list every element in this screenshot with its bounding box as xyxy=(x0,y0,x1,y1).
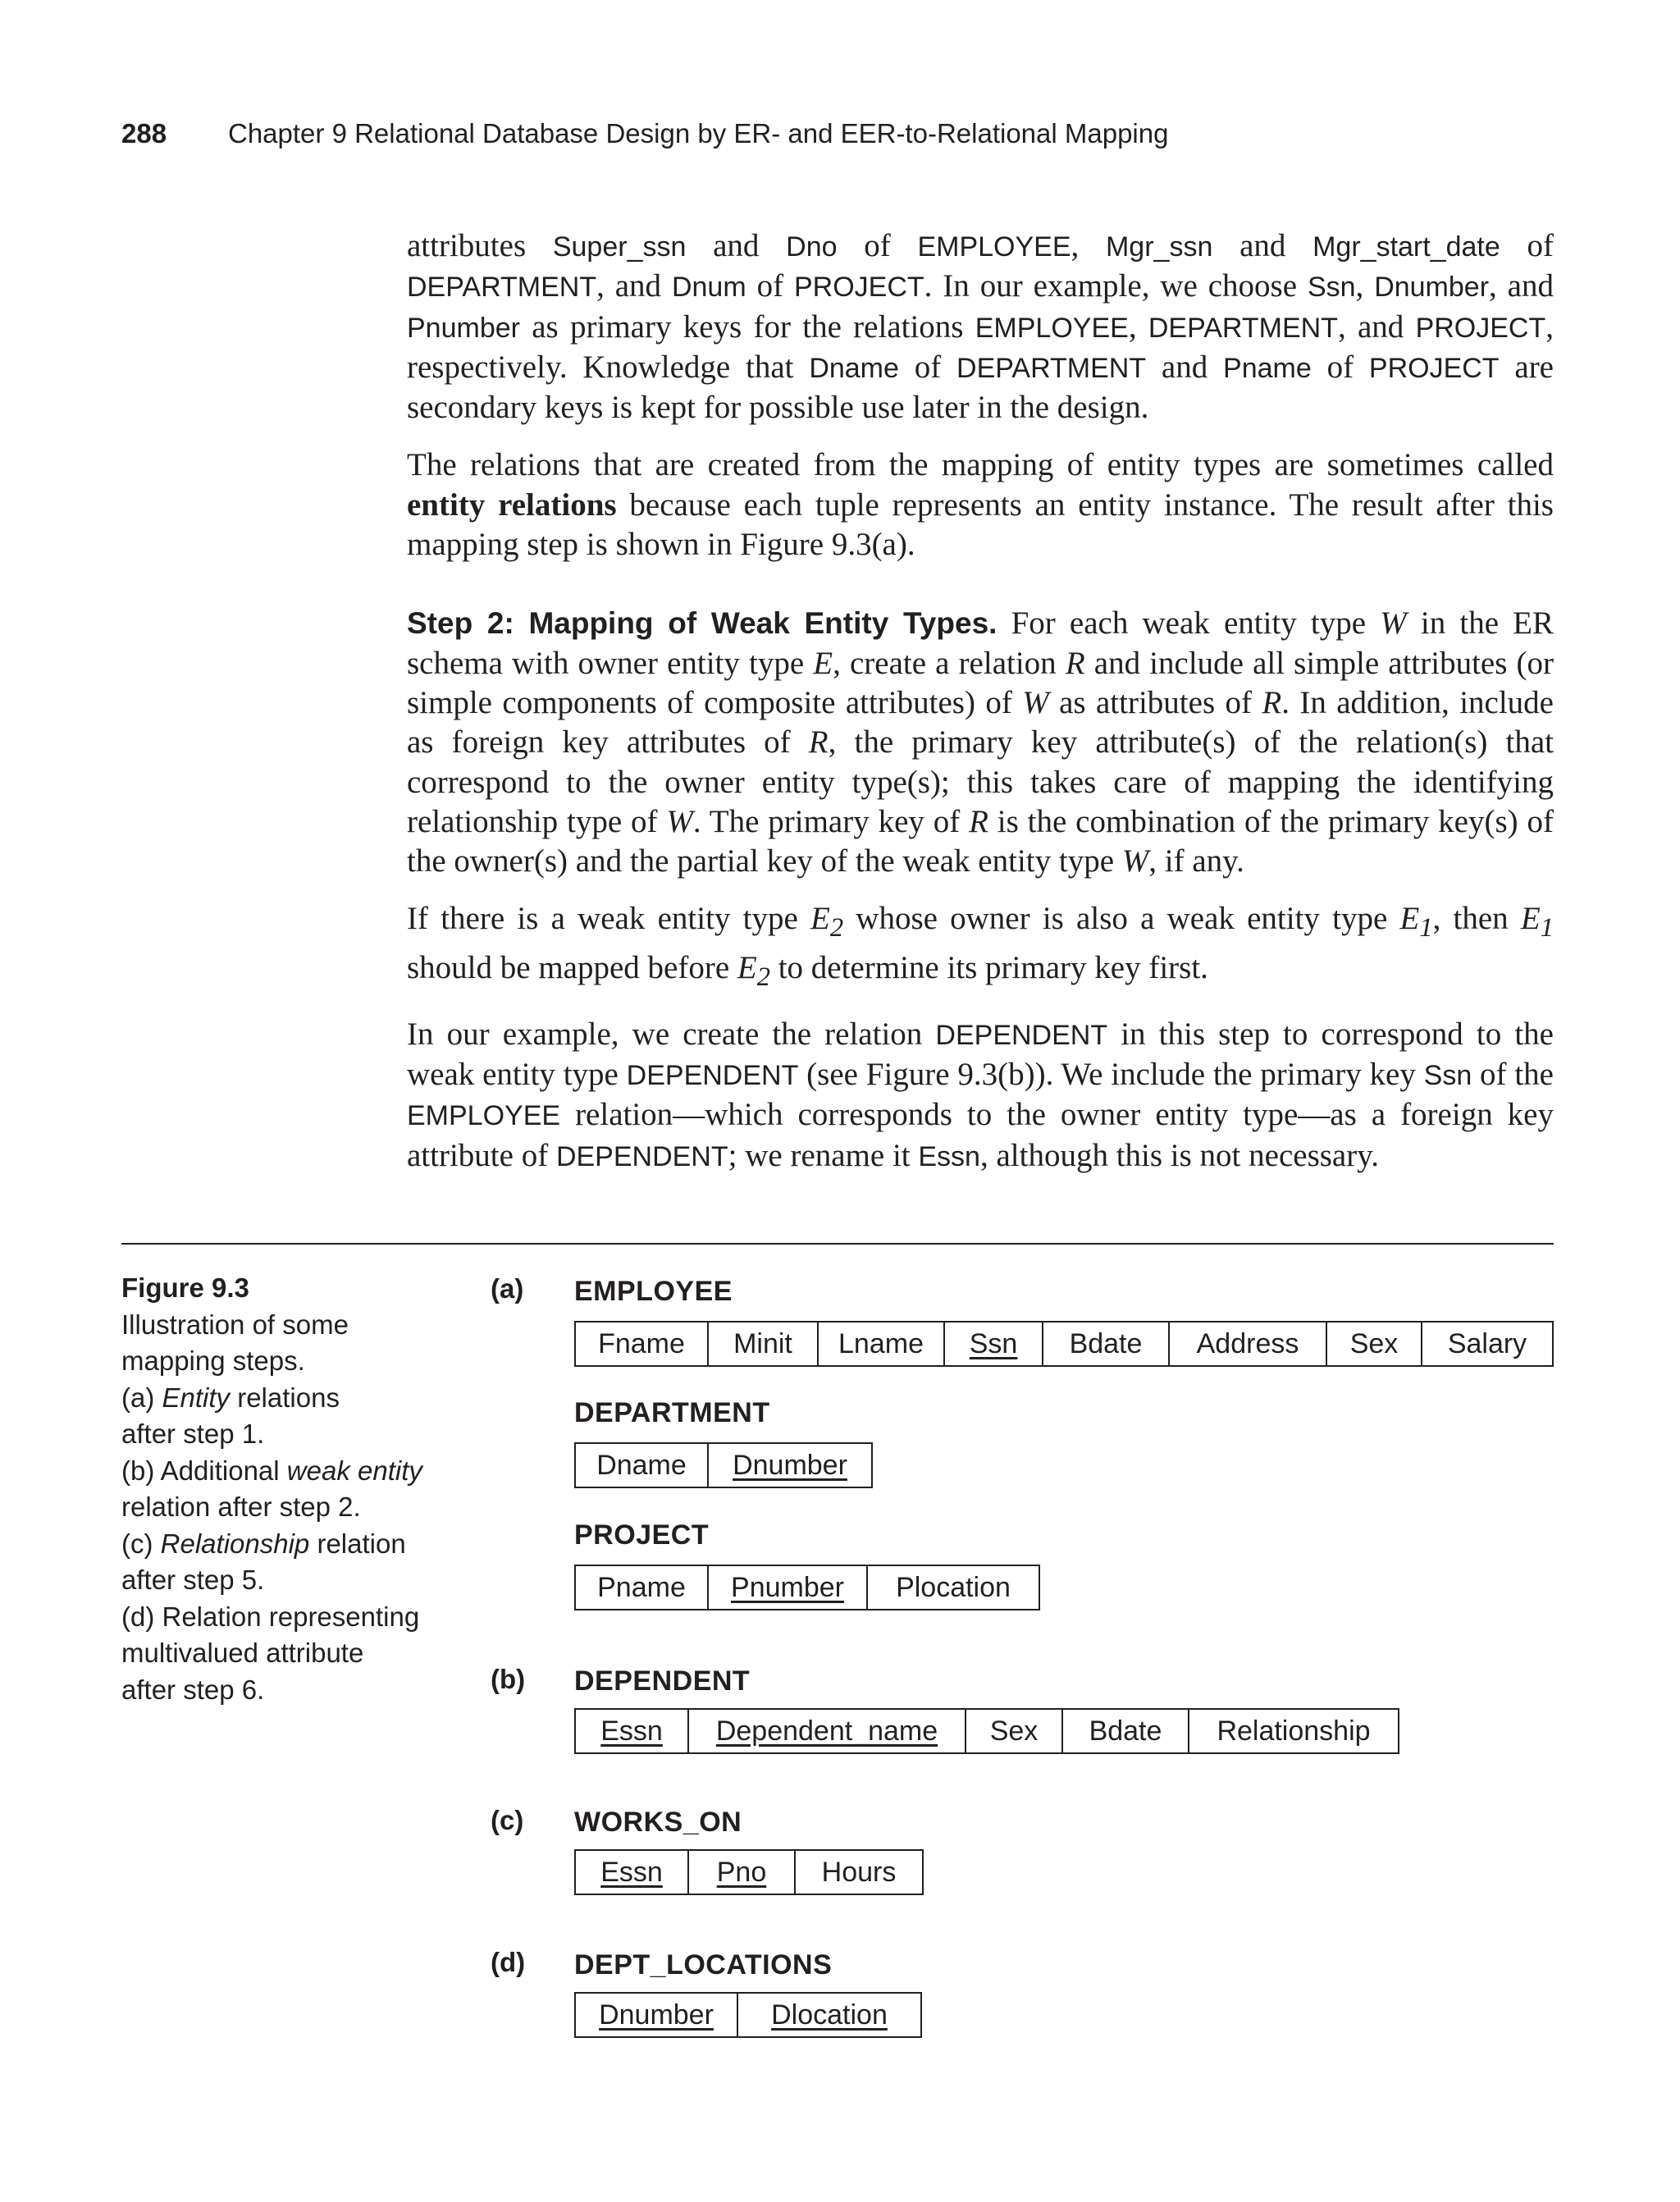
paragraph-entity-relations: The relations that are created from the mapping of entity types are sometimes called entity relations because each tuple represents an entity instance. The result after this mapping step is shown in Figure 9.3(a). xyxy=(407,447,1554,563)
schema-term: Ssn xyxy=(1307,272,1356,304)
caption-line: (d) Relation representing xyxy=(121,1601,420,1632)
relation-name-dept-locations: DEPT_LOCATIONS xyxy=(574,1949,833,1980)
attribute-cell: Bdate xyxy=(1043,1323,1170,1365)
attribute-cell: Pname xyxy=(576,1566,709,1609)
part-label-a: (a) xyxy=(491,1273,524,1304)
relation-project xyxy=(574,1565,1040,1610)
schema-term: Super_ssn xyxy=(552,231,687,263)
math-variable: $E_1$ xyxy=(1520,901,1554,943)
relation-name-works-on: WORKS_ON xyxy=(574,1807,742,1838)
caption-line: mapping steps. xyxy=(121,1345,305,1376)
schema-term: Dnum xyxy=(671,272,746,304)
schema-term: Dname xyxy=(809,352,899,384)
math-variable: Entity xyxy=(162,1382,231,1413)
page-number: 288 xyxy=(121,118,167,148)
caption-line: after step 1. xyxy=(121,1419,265,1449)
subscript: 1 xyxy=(1419,913,1433,943)
relation-name-dependent: DEPENDENT xyxy=(574,1665,751,1697)
relation-works-on xyxy=(574,1849,924,1895)
attribute-cell: Lname xyxy=(819,1323,945,1365)
schema-term: PROJECT xyxy=(1415,312,1546,344)
caption-line: (b) Additional weak entity xyxy=(121,1455,422,1486)
schema-term: Ssn xyxy=(1423,1059,1472,1091)
math-variable: $E_1$ xyxy=(1399,901,1433,943)
schema-term: Mgr_ssn xyxy=(1105,231,1213,263)
math-variable: W xyxy=(1380,605,1407,642)
attribute-cell: Hours xyxy=(796,1851,922,1894)
caption-line: (a) Entity relations xyxy=(121,1382,340,1413)
math-variable: W xyxy=(666,803,693,839)
subscript: 2 xyxy=(756,962,770,992)
attribute-cell: Dependent_name xyxy=(689,1710,966,1752)
relation-department xyxy=(574,1442,873,1488)
math-variable: R xyxy=(969,803,988,839)
paragraph-keys: attributes Super_ssn and Dno of EMPLOYEE, Mgr_ssn and Mgr_start_date of DEPARTMENT, and Dnum of PROJECT. In our example, we choose Ssn, Dnumber, and Pnumber as primary keys for the relations EMPLOYEE, DEPARTMENT, and PROJECT, respectively. Knowledge that Dname of DEPARTMENT and Pname of PROJECT are secondary keys is kept for possible use later in the design. xyxy=(407,228,1554,426)
caption-line: relation after step 2. xyxy=(121,1492,361,1522)
math-variable: Relationship xyxy=(160,1528,310,1559)
caption-line: after step 5. xyxy=(121,1565,265,1595)
body-text xyxy=(407,226,1554,1195)
subscript: 1 xyxy=(1540,913,1554,943)
math-variable: R xyxy=(1262,684,1282,720)
schema-term: EMPLOYEE xyxy=(975,312,1129,344)
attribute-cell: Dnumber xyxy=(576,1994,738,2036)
math-variable: R xyxy=(808,724,829,761)
relation-name-employee: EMPLOYEE xyxy=(574,1276,733,1307)
schema-term: DEPARTMENT xyxy=(407,272,597,304)
attribute-cell: Dname xyxy=(576,1444,709,1487)
running-head: Chapter 9 Relational Database Design by ER- and EER-to-Relational Mapping xyxy=(228,118,1169,148)
paragraph-example: In our example, we create the relation DEPENDENT in this step to correspond to the weak entity type DEPENDENT (see Figure 9.3(b)). We include the primary key Ssn of the EMPLOYEE relation—which corresponds to the owner entity type—as a foreign key attribute of DEPENDENT; we rename it Essn, although this is not necessary. xyxy=(407,1016,1554,1173)
figure-caption-lines xyxy=(121,1307,441,1709)
schema-term: Essn xyxy=(918,1140,980,1172)
attribute-cell: Dlocation xyxy=(738,1994,920,2036)
attribute-cell: Pno xyxy=(689,1851,796,1894)
schema-term: Dnumber xyxy=(1374,272,1490,304)
relation-name-department: DEPARTMENT xyxy=(574,1397,770,1428)
attribute-cell: Essn xyxy=(576,1851,689,1894)
schema-term: Dno xyxy=(786,231,838,263)
caption-line: (c) Relationship relation xyxy=(121,1528,406,1559)
math-variable: W xyxy=(1121,843,1149,879)
part-label-c: (c) xyxy=(491,1805,524,1835)
caption-line: multivalued attribute xyxy=(121,1638,364,1668)
attribute-cell: Fname xyxy=(576,1323,709,1365)
math-variable: $E_2$ xyxy=(737,949,770,992)
paragraph-step-2: Step 2: Mapping of Weak Entity Types. For each weak entity type W in the ER schema with owner entity type E, create a relation R and include all simple attributes (or simple components of composite attributes) of W as attributes of R. In addition, include as foreign key attributes of R, the primary key attribute(s) of the relation(s) that correspond to the owner entity type(s); this takes care of mapping the identifying relationship type of W. The primary key of R is the combination of the primary key(s) of the owner(s) and the partial key of the weak entity type W, if any. xyxy=(407,605,1554,879)
math-variable: $E_2$ xyxy=(810,901,844,943)
relation-dept-locations xyxy=(574,1992,922,2038)
schema-term: DEPENDENT xyxy=(555,1140,728,1172)
part-label-b: (b) xyxy=(491,1664,526,1694)
part-label-d: (d) xyxy=(491,1947,526,1977)
relation-employee xyxy=(574,1321,1554,1367)
schema-term: Mgr_start_date xyxy=(1312,231,1500,263)
step-heading: Step 2: Mapping of Weak Entity Types. xyxy=(407,606,998,641)
math-variable: R xyxy=(1065,645,1085,681)
schema-term: DEPARTMENT xyxy=(1148,312,1338,344)
attribute-cell: Pnumber xyxy=(709,1566,868,1609)
caption-line: Illustration of some xyxy=(121,1309,349,1340)
schema-term: PROJECT xyxy=(793,272,924,304)
attribute-cell: Dnumber xyxy=(709,1444,871,1487)
schema-term: DEPARTMENT xyxy=(956,352,1147,384)
schema-term: DEPENDENT xyxy=(935,1019,1108,1051)
attribute-cell: Sex xyxy=(1327,1323,1422,1365)
bold-term: entity relations xyxy=(407,487,617,523)
relation-dependent xyxy=(574,1708,1399,1754)
attribute-cell: Address xyxy=(1170,1323,1327,1365)
relation-name-project: PROJECT xyxy=(574,1519,710,1551)
caption-line: after step 6. xyxy=(121,1674,265,1705)
schema-term: DEPENDENT xyxy=(626,1059,799,1091)
paragraph-weak-owner: If there is a weak entity type $E_2$ whose owner is also a weak entity type $E_1$, then $E_1$ should be mapped before $E_2$ to determine its primary key first. xyxy=(407,901,1554,992)
schema-term: PROJECT xyxy=(1368,352,1500,384)
attribute-cell: Essn xyxy=(576,1710,689,1752)
schema-term: Pnumber xyxy=(407,312,520,344)
schema-term: EMPLOYEE xyxy=(917,231,1071,263)
schema-term: EMPLOYEE xyxy=(407,1100,561,1132)
math-variable: E xyxy=(813,645,833,681)
schema-term: Pname xyxy=(1223,352,1312,384)
attribute-cell: Salary xyxy=(1422,1323,1552,1365)
figure-caption xyxy=(121,1270,441,1708)
attribute-cell: Sex xyxy=(966,1710,1063,1752)
attribute-cell: Plocation xyxy=(868,1566,1039,1609)
figure-title: Figure 9.3 xyxy=(121,1272,249,1303)
subscript: 2 xyxy=(829,913,844,943)
math-variable: weak entity xyxy=(286,1455,422,1486)
attribute-cell: Relationship xyxy=(1189,1710,1398,1752)
math-variable: W xyxy=(1022,684,1049,720)
figure-rule xyxy=(121,1243,1554,1245)
attribute-cell: Ssn xyxy=(945,1323,1043,1365)
attribute-cell: Bdate xyxy=(1063,1710,1189,1752)
attribute-cell: Minit xyxy=(709,1323,819,1365)
